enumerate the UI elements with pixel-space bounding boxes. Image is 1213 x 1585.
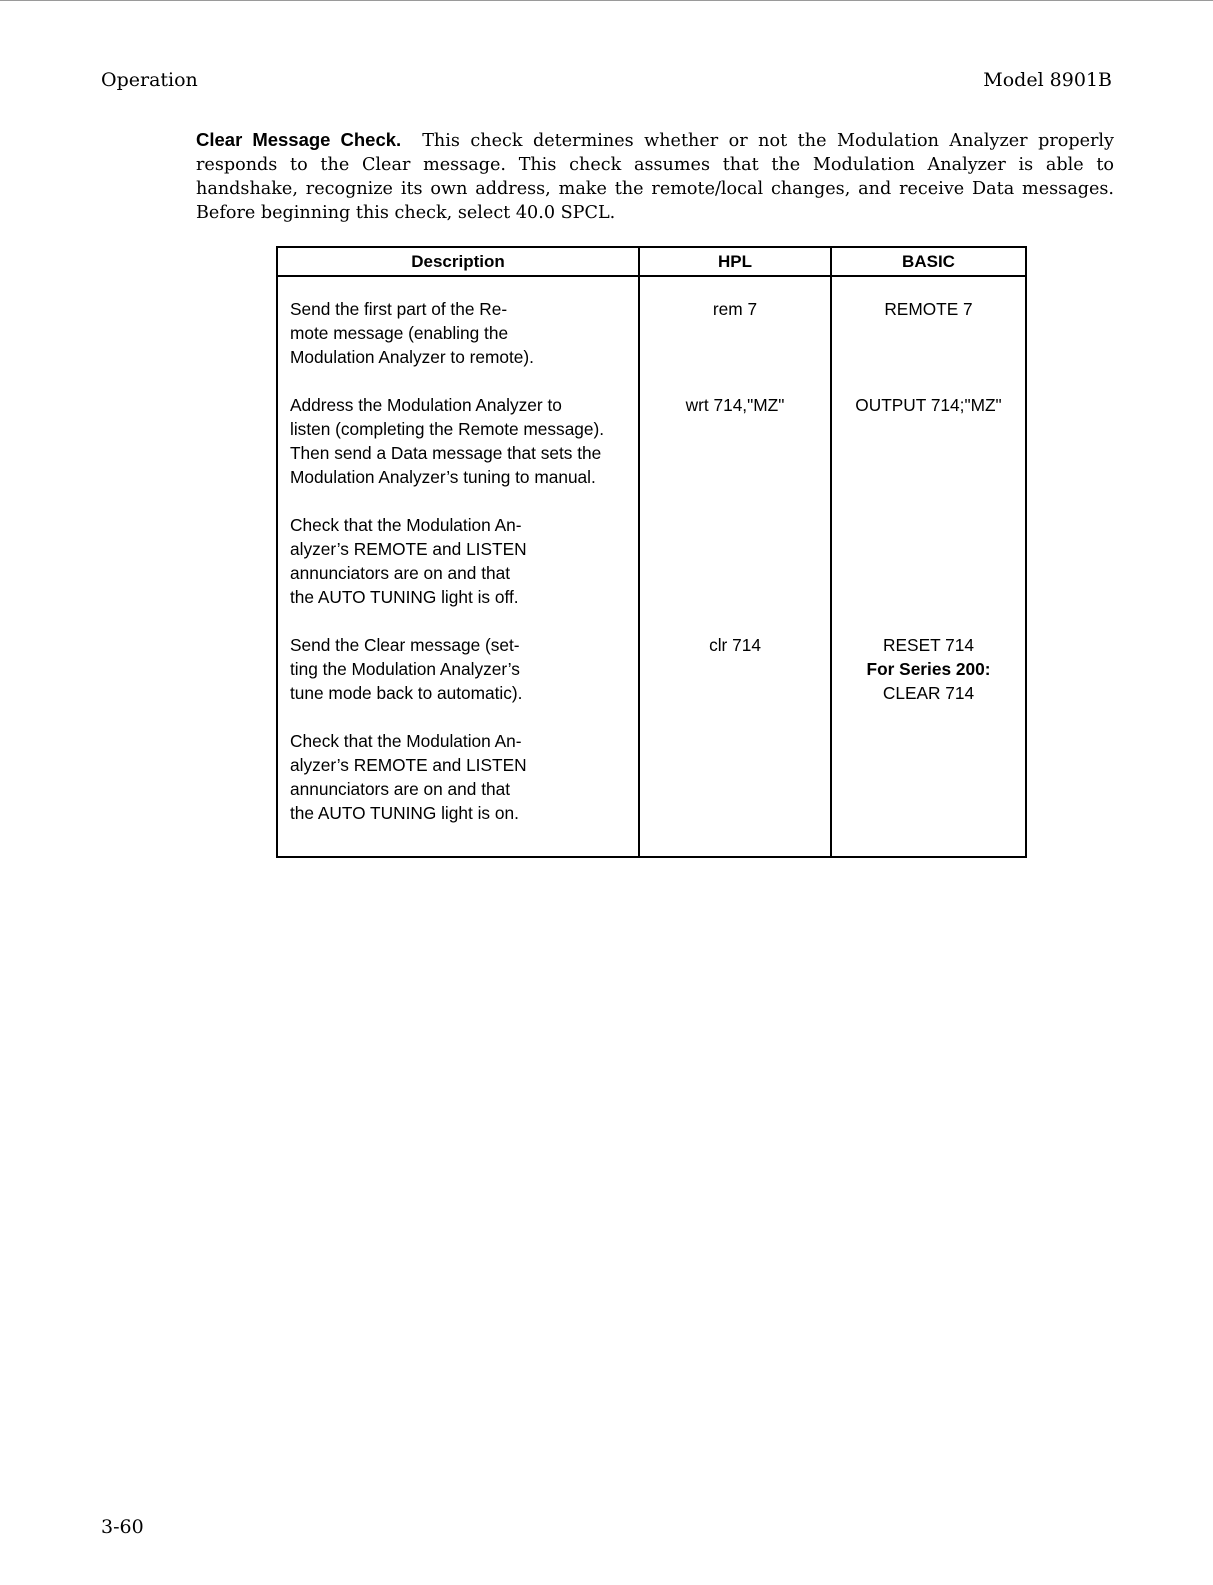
intro-body-text: This check determines whether or not the Modulation Analyzer properly responds to the Clear message. This check assumes that the Modulation Analyzer is able to handshake, recognize its own address, make the remote/local changes, and receive Data messages. Before beginning this check, select 40.0 SPCL. (196, 131, 1114, 223)
row-1-description: Send the first part of the Re- mote message (enabling the Modulation Analyzer to remote). (290, 299, 534, 367)
page-number: 3-60 (101, 1516, 144, 1538)
header-model-name: Model 8901B (983, 69, 1112, 91)
row-4-basic-command: RESET 714 (883, 635, 974, 655)
column-divider-2 (830, 248, 832, 856)
row-5-description: Check that the Modulation An- alyzer’s REMOTE and LISTEN annunciators are on and that the AUTO TUNING light is on. (290, 731, 527, 823)
column-header-description: Description (411, 252, 505, 271)
column-divider-1 (638, 248, 640, 856)
row-2-basic-command: OUTPUT 714;"MZ" (855, 395, 1002, 415)
row-3-description: Check that the Modulation An- alyzer’s REMOTE and LISTEN annunciators are on and that the AUTO TUNING light is off. (290, 515, 527, 607)
top-rule (0, 0, 1213, 1)
row-2-hpl-command: wrt 714,"MZ" (685, 395, 785, 415)
row-4-hpl-command: clr 714 (709, 635, 761, 655)
header-section-title: Operation (101, 69, 198, 91)
intro-paragraph (196, 128, 1114, 225)
commands-table (276, 246, 1027, 858)
row-4-description: Send the Clear message (set- ting the Modulation Analyzer’s tune mode back to automatic). (290, 635, 523, 703)
table-header-row (278, 248, 1025, 277)
row-2-description: Address the Modulation Analyzer to listen (completing the Remote message). Then send a Data message that sets the Modulation Analyzer’s tuning to manual. (290, 395, 605, 487)
row-4-basic-alt-command: CLEAR 714 (882, 683, 975, 703)
row-1-basic-command: REMOTE 7 (884, 299, 973, 319)
row-1-hpl-command: rem 7 (712, 299, 758, 319)
column-header-basic: BASIC (902, 252, 955, 271)
intro-lead-heading: Clear Message Check. (196, 129, 402, 150)
row-4-basic-note: For Series 200: (866, 659, 991, 679)
column-header-hpl: HPL (718, 252, 752, 271)
